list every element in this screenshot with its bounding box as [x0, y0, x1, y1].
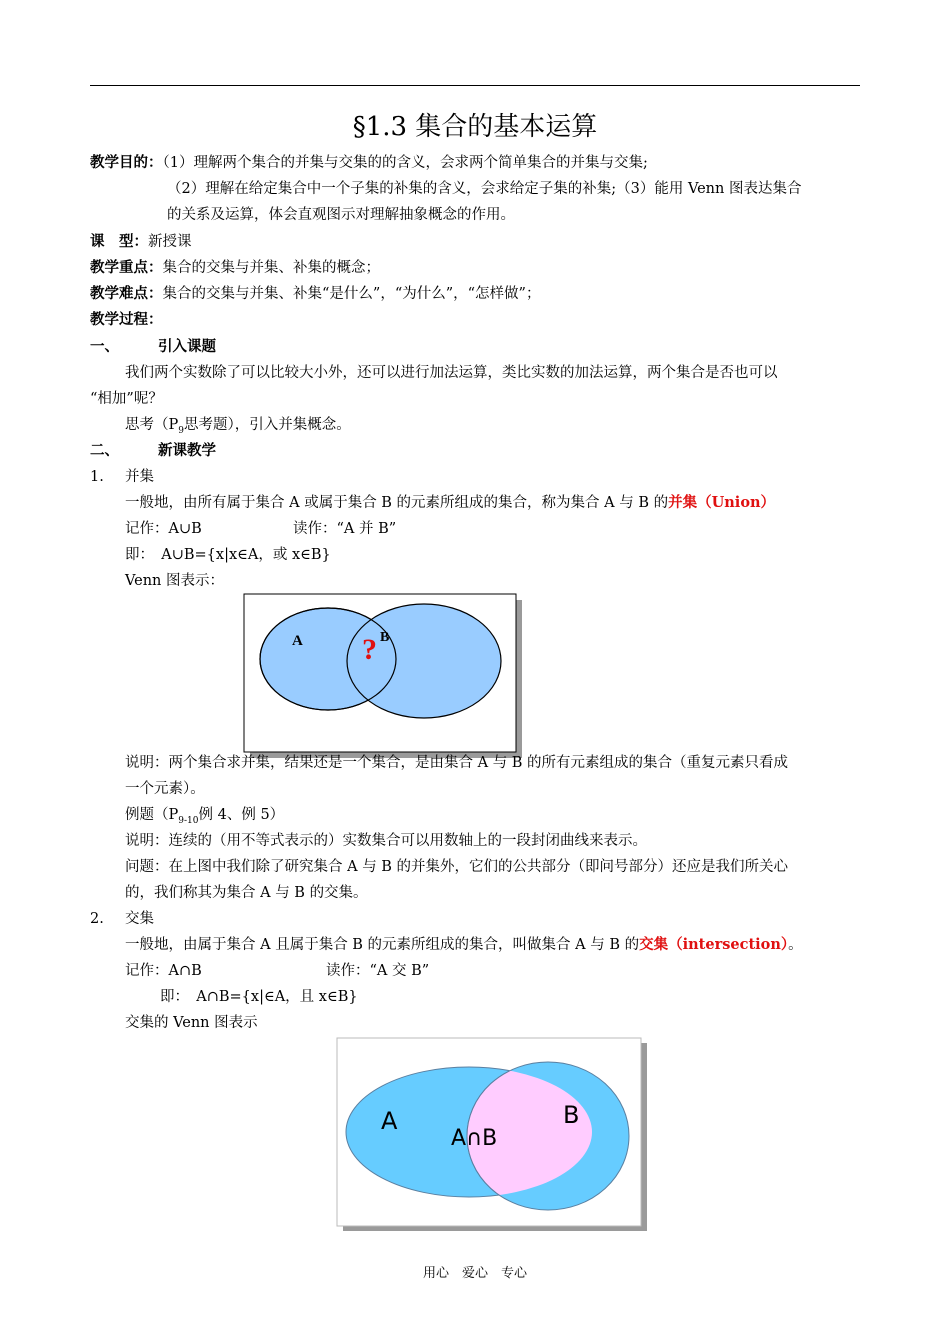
think-text-a: 思考（P: [125, 417, 179, 433]
objectives-label: 教学目的：: [90, 154, 163, 171]
section2-number: 二、: [90, 442, 119, 459]
intersection-venn-diagram: [333, 1035, 653, 1235]
section2-title: 新课教学: [158, 442, 216, 459]
intersection-definition-end: 。: [788, 937, 803, 953]
union-number: 1.: [90, 469, 104, 485]
section1-paragraph: 我们两个实数除了可以比较大小外，还可以进行加法运算，类比实数的加法运算，两个集合是否也可以: [125, 365, 778, 381]
intersection-number: 2.: [90, 911, 104, 927]
intersection-label-b: B: [563, 1101, 580, 1129]
intersection-label-a: A: [381, 1107, 398, 1135]
example-subscript: 9-10: [178, 815, 199, 826]
course-type-label: 课 型：: [90, 233, 148, 250]
union-note-1: 说明：两个集合求并集，结果还是一个集合，是由集合 A 与 B 的所有元素组成的集合（重复元素只看成: [125, 755, 789, 771]
union-note-2: 说明：连续的（用不等式表示的）实数集合可以用数轴上的一段封闭曲线来表示。: [125, 833, 647, 849]
intersection-definition-text: 一般地，由属于集合 A 且属于集合 B 的元素所组成的集合，叫做集合 A 与 B 的: [125, 937, 640, 953]
union-example: [125, 805, 284, 825]
union-venn-caption: Venn 图表示：: [125, 573, 225, 589]
intersection-venn-caption: 交集的 Venn 图表示: [125, 1015, 258, 1031]
union-formula: 即： A∪B={x|x∈A，或 x∈B}: [125, 547, 331, 563]
union-question-mark: ?: [362, 633, 377, 666]
section1-paragraph-cont: “相加”呢？: [90, 391, 163, 407]
key-points-value: 集合的交集与并集、补集的概念；: [162, 260, 380, 276]
intersection-notation: 记作：A∩B: [125, 963, 202, 979]
think-subscript: 9: [178, 425, 184, 436]
page-title: §1.3 集合的基本运算: [352, 112, 598, 142]
think-text-b: 思考题），引入并集概念。: [184, 417, 351, 433]
union-venn-diagram: [240, 592, 530, 762]
difficulties: [90, 284, 540, 304]
key-points-label: 教学重点：: [90, 259, 163, 276]
difficulties-value: 集合的交集与并集、补集“是什么”，“为什么”，“怎样做”；: [162, 286, 541, 302]
key-points: [90, 258, 380, 278]
union-definition-text: 一般地，由所有属于集合 A 或属于集合 B 的元素所组成的集合，称为集合 A 与 B 的: [125, 495, 669, 511]
example-text-b: 例 4、例 5）: [198, 807, 285, 823]
course-type: [90, 232, 192, 252]
course-type-value: 新授课: [148, 234, 192, 250]
union-question: 问题：在上图中我们除了研究集合 A 与 B 的并集外，它们的公共部分（即问号部分）还应是我们所关心: [125, 859, 789, 875]
union-heading: 并集: [125, 469, 154, 485]
union-reading: 读作：“A 并 B”: [293, 521, 397, 537]
section1-number: 一、: [90, 338, 119, 355]
union-note-1-cont: 一个元素）。: [125, 781, 205, 797]
objectives-line-2: （2）理解在给定集合中一个子集的补集的含义，会求给定子集的补集;（3）能用 Venn 图表达集合: [167, 181, 802, 197]
union-label-a: A: [292, 633, 303, 649]
intersection-term: 交集（intersection）: [639, 936, 789, 953]
intersection-reading: 读作：“A 交 B”: [326, 963, 430, 979]
intersection-heading: 交集: [125, 911, 154, 927]
intersection-definition: [125, 935, 803, 955]
union-definition: [125, 493, 775, 513]
example-text-a: 例题（P: [125, 807, 179, 823]
union-term: 并集（Union）: [668, 494, 776, 511]
objectives-line-1: [90, 153, 648, 173]
header-rule: [90, 85, 860, 86]
section1-title: 引入课题: [158, 338, 216, 355]
process-label: 教学过程：: [90, 311, 163, 328]
intersection-formula: 即： A∩B={x|∈A，且 x∈B}: [160, 989, 358, 1005]
union-label-b: B: [380, 630, 390, 645]
objectives-line-3: 的关系及运算，体会直观图示对理解抽象概念的作用。: [167, 207, 515, 223]
union-question-cont: 的，我们称其为集合 A 与 B 的交集。: [125, 885, 368, 901]
objectives-text-1: （1）理解两个集合的并集与交集的的含义，会求两个简单集合的并集与交集;: [162, 155, 648, 171]
union-notation: 记作：A∪B: [125, 521, 202, 537]
section1-think: [125, 415, 351, 435]
difficulties-label: 教学难点：: [90, 285, 163, 302]
intersection-label-ab: A∩B: [451, 1126, 498, 1151]
page-footer: 用心 爱心 专心: [422, 1266, 527, 1281]
